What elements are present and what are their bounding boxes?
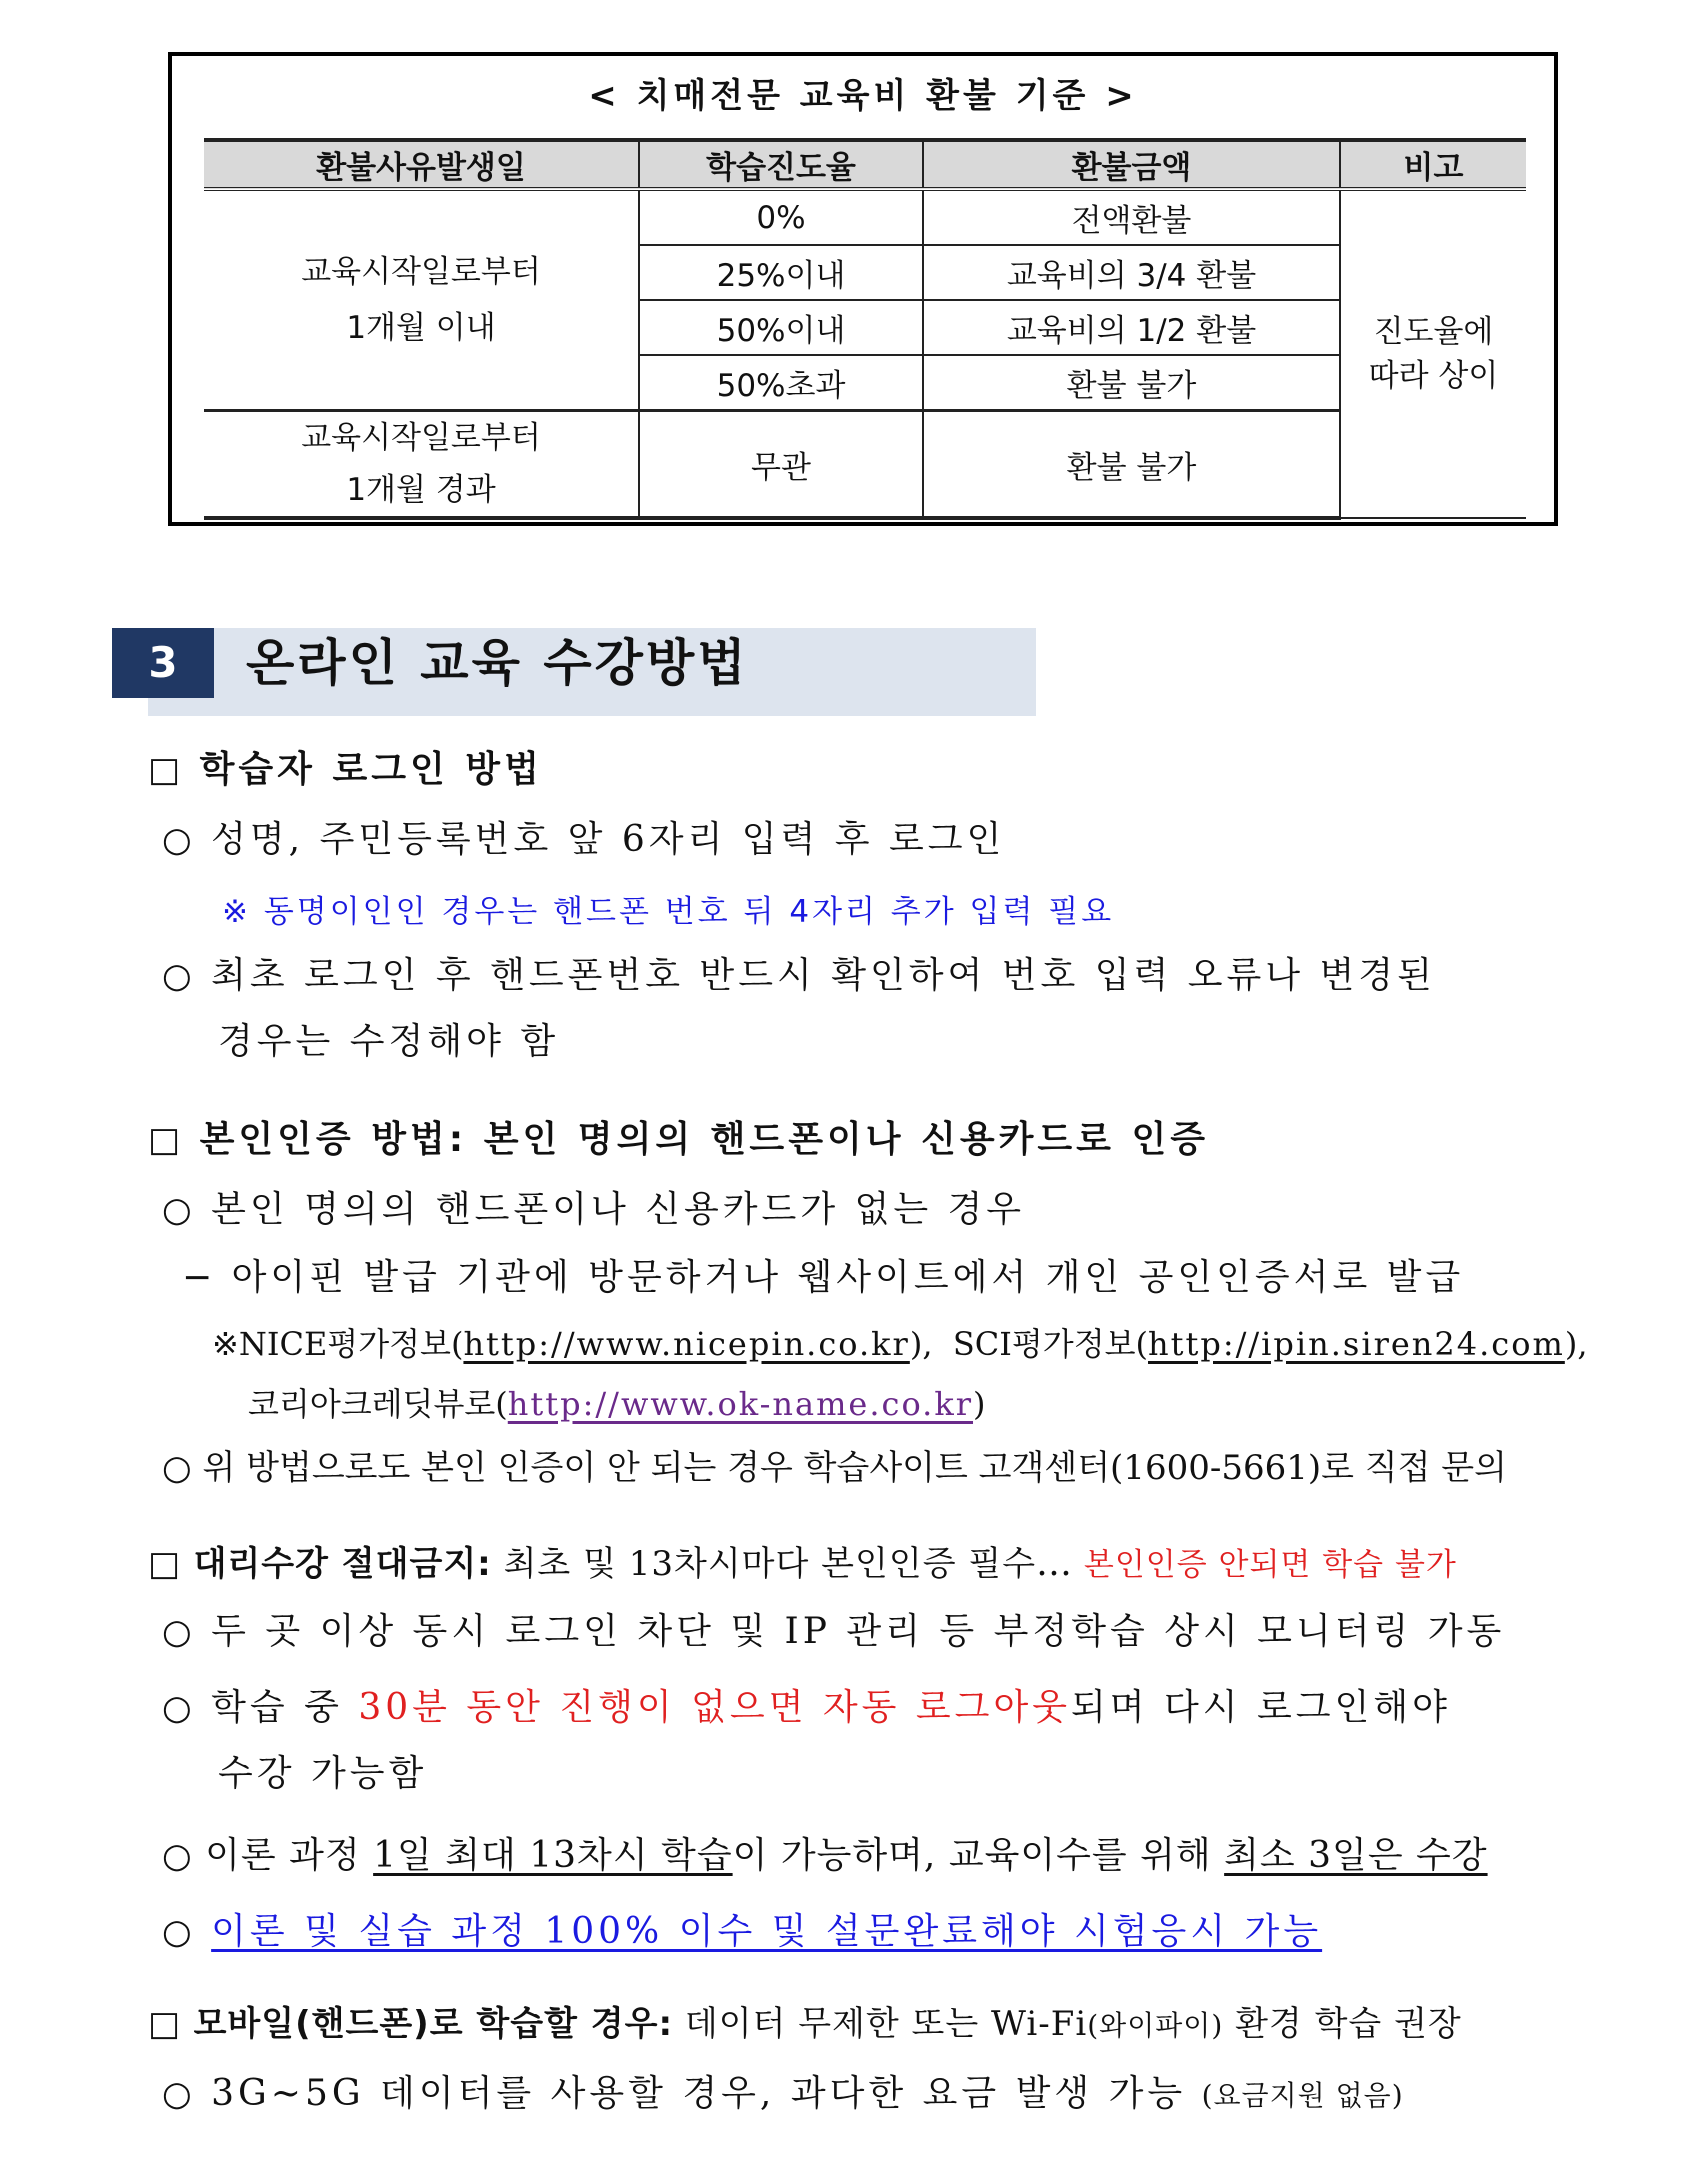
proxy-heading-label: 대리수강 절대금지: bbox=[193, 1544, 492, 1584]
header-cell: 환불금액 bbox=[923, 140, 1340, 189]
auth-links-line-2 bbox=[248, 1380, 986, 1428]
sci-link[interactable]: http://ipin.siren24.com bbox=[1148, 1325, 1565, 1363]
period-label: 교육시작일로부터 bbox=[301, 254, 541, 290]
kcb-link[interactable]: http://www.ok-name.co.kr bbox=[507, 1385, 974, 1423]
nice-close: ), bbox=[909, 1325, 933, 1363]
progress-cell: 50%초과 bbox=[639, 355, 923, 411]
circle-bullet-icon: ○ bbox=[162, 1688, 196, 1728]
auth-item-text: 본인 명의의 핸드폰이나 신용카드가 없는 경우 bbox=[211, 1189, 1026, 1230]
login-heading bbox=[148, 746, 543, 794]
period-cell bbox=[204, 411, 639, 519]
note-cell bbox=[1340, 189, 1526, 518]
auth-heading bbox=[148, 1116, 1209, 1164]
period-cell bbox=[204, 189, 639, 411]
kcb-label: 코리아크레딧뷰로( bbox=[248, 1385, 508, 1423]
proxy-item-text: 이 가능하며, 교육이수를 위해 bbox=[732, 1835, 1225, 1876]
kcb-close: ) bbox=[973, 1385, 986, 1423]
checkbox-square-icon: □ bbox=[148, 2004, 182, 2044]
login-item-text: 성명, 주민등록번호 앞 6자리 입력 후 로그인 bbox=[211, 819, 1006, 860]
circle-bullet-icon: ○ bbox=[162, 956, 196, 996]
proxy-item-text: 되며 다시 로그인해야 bbox=[1071, 1687, 1451, 1728]
mobile-heading bbox=[148, 2000, 1462, 2050]
section-number: 3 bbox=[112, 628, 214, 698]
mobile-heading-text: 데이터 무제한 또는 Wi-Fi bbox=[673, 2004, 1088, 2044]
proxy-item-underlined: 최소 3일은 수강 bbox=[1224, 1835, 1488, 1876]
mobile-item-small: (요금지원 없음) bbox=[1201, 2079, 1404, 2112]
login-item-continuation: 경우는 수정해야 함 bbox=[218, 1021, 560, 1062]
progress-cell: 25%이내 bbox=[639, 245, 923, 300]
note-text: 진도율에 bbox=[1373, 314, 1494, 350]
list-item bbox=[162, 1444, 1507, 1492]
auth-heading-text: 본인 명의의 핸드폰이나 신용카드로 인증 bbox=[467, 1119, 1210, 1160]
header-cell: 환불사유발생일 bbox=[204, 140, 639, 189]
progress-cell: 0% bbox=[639, 189, 923, 245]
proxy-ellipsis: … bbox=[1036, 1543, 1074, 1584]
refund-criteria-box bbox=[168, 52, 1558, 526]
mobile-item-text: 3G~5G 데이터를 사용할 경우, 과다한 요금 발생 가능 bbox=[211, 2073, 1202, 2114]
circle-bullet-icon: ○ bbox=[162, 1612, 196, 1652]
period-label: 교육시작일로부터 bbox=[301, 420, 541, 456]
nice-label: NICE평가정보( bbox=[238, 1325, 464, 1363]
circle-bullet-icon: ○ bbox=[162, 1912, 196, 1952]
refund-title: < 치매전문 교육비 환불 기준 > bbox=[588, 76, 1138, 116]
circle-bullet-icon: ○ bbox=[162, 2074, 196, 2114]
proxy-heading-text: 최초 및 13차시마다 본인인증 필수 bbox=[491, 1544, 1037, 1584]
amount-cell: 교육비의 3/4 환불 bbox=[923, 245, 1340, 300]
circle-bullet-icon: ○ bbox=[162, 1448, 192, 1488]
proxy-warning: 본인인증 안되면 학습 불가 bbox=[1073, 1547, 1457, 1583]
circle-bullet-icon: ○ bbox=[162, 820, 196, 860]
checkbox-square-icon: □ bbox=[148, 1120, 185, 1160]
mobile-heading-label: 모바일(핸드폰)로 학습할 경우: bbox=[193, 2004, 674, 2044]
sci-label: SCI평가정보( bbox=[952, 1325, 1149, 1363]
circle-bullet-icon: ○ bbox=[162, 1190, 196, 1230]
proxy-item-text: 학습 중 bbox=[211, 1687, 359, 1728]
list-item bbox=[162, 1832, 1488, 1880]
auth-sub-text: 아이핀 발급 기관에 방문하거나 웹사이트에서 개인 공인인증서로 발급 bbox=[231, 1257, 1465, 1298]
header-cell: 비고 bbox=[1340, 140, 1526, 189]
amount-cell: 전액환불 bbox=[923, 189, 1340, 245]
period-label: 1개월 이내 bbox=[346, 310, 496, 346]
login-heading-text: 학습자 로그인 방법 bbox=[199, 749, 543, 790]
sci-close: ), bbox=[1564, 1325, 1588, 1363]
proxy-item-underlined: 1일 최대 13차시 학습 bbox=[373, 1835, 733, 1876]
note-text: 따라 상이 bbox=[1368, 358, 1499, 394]
table-row bbox=[204, 189, 1526, 245]
amount-cell: 환불 불가 bbox=[923, 355, 1340, 411]
refund-table bbox=[204, 138, 1526, 520]
amount-cell: 교육비의 1/2 환불 bbox=[923, 300, 1340, 355]
proxy-item-blue: 이론 및 실습 과정 100% 이수 및 설문완료해야 시험응시 가능 bbox=[211, 1911, 1323, 1952]
amount-cell: 환불 불가 bbox=[923, 411, 1340, 519]
proxy-item-highlight: 30분 동안 진행이 없으면 자동 로그아웃 bbox=[358, 1687, 1072, 1728]
login-item-text: 최초 로그인 후 핸드폰번호 반드시 확인하여 번호 입력 오류나 변경된 bbox=[211, 955, 1436, 996]
progress-cell: 무관 bbox=[639, 411, 923, 519]
mobile-heading-text: 환경 학습 권장 bbox=[1223, 2004, 1462, 2044]
list-item bbox=[162, 1608, 1505, 1656]
proxy-item-continuation: 수강 가능함 bbox=[218, 1753, 428, 1794]
section-title: 온라인 교육 수강방법 bbox=[246, 634, 749, 692]
list-item bbox=[162, 1186, 1025, 1234]
proxy-item-text: 두 곳 이상 동시 로그인 차단 및 IP 관리 등 부정학습 상시 모니터링 가동 bbox=[211, 1611, 1506, 1652]
checkbox-square-icon: □ bbox=[148, 750, 185, 790]
list-item bbox=[162, 1908, 1322, 1956]
mobile-heading-small: (와이파이) bbox=[1087, 2009, 1224, 2042]
login-note: ※ 동명이인인 경우는 핸드폰 번호 뒤 4자리 추가 입력 필요 bbox=[222, 894, 1115, 930]
reference-mark: ※ bbox=[212, 1325, 239, 1363]
checkbox-square-icon: □ bbox=[148, 1544, 182, 1584]
header-cell: 학습진도율 bbox=[639, 140, 923, 189]
list-item bbox=[162, 2070, 1404, 2120]
list-item bbox=[162, 952, 1436, 1000]
list-item bbox=[162, 1684, 1451, 1732]
auth-heading-label: 본인인증 방법: bbox=[199, 1119, 468, 1160]
list-item bbox=[182, 1254, 1464, 1302]
auth-links-line bbox=[212, 1320, 1587, 1368]
period-label: 1개월 경과 bbox=[346, 472, 496, 508]
proxy-heading bbox=[148, 1540, 1457, 1589]
nice-link[interactable]: http://www.nicepin.co.kr bbox=[463, 1325, 910, 1363]
list-item bbox=[162, 816, 1005, 864]
dash-bullet: − bbox=[182, 1257, 217, 1298]
proxy-item-text: 이론 과정 bbox=[205, 1835, 374, 1876]
circle-bullet-icon: ○ bbox=[162, 1836, 193, 1876]
table-header-row bbox=[204, 140, 1526, 189]
progress-cell: 50%이내 bbox=[639, 300, 923, 355]
auth-item-text: 위 방법으로도 본인 인증이 안 되는 경우 학습사이트 고객센터(1600-5661)로 직접 문의 bbox=[202, 1448, 1507, 1488]
